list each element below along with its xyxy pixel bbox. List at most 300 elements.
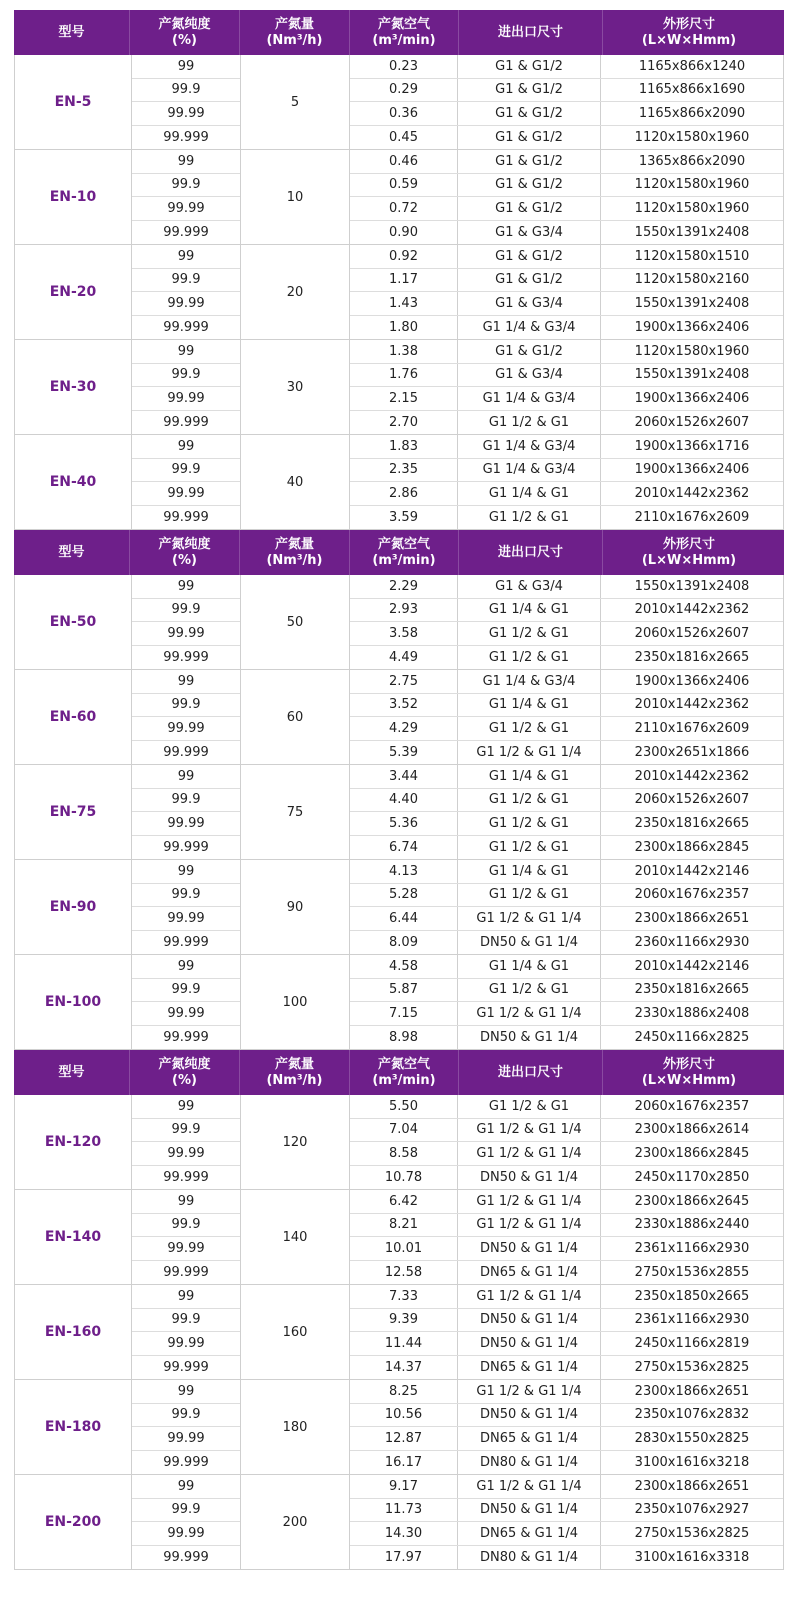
purity-cell: 99 — [132, 245, 240, 269]
model-name: EN-50 — [15, 575, 132, 669]
model-name: EN-40 — [15, 435, 132, 529]
model-name: EN-140 — [15, 1190, 132, 1284]
dimension-cell: 2361x1166x2930 — [634, 1240, 750, 1256]
air-cell: 2.35 — [350, 459, 458, 482]
header-cell: 产氮空气 (m³/min) — [350, 10, 459, 55]
header-row — [14, 530, 784, 575]
port-cell: G1 & G3/4 — [458, 292, 601, 315]
port-cell: G1 1/4 & G1 — [458, 765, 601, 788]
air-cell: 7.04 — [350, 1119, 458, 1142]
detail-row — [350, 836, 783, 860]
port-cell: G1 1/4 & G3/4 — [458, 670, 601, 693]
purity-cell: 99 — [132, 860, 240, 884]
purity-cell: 99.999 — [163, 224, 209, 240]
dimension-cell: 2060x1526x2607 — [634, 625, 750, 641]
air-cell: 1.76 — [350, 364, 458, 387]
purity-cell: 99.9 — [132, 79, 240, 103]
air-cell: 9.39 — [350, 1309, 458, 1332]
purity-cell: 99.9 — [132, 789, 240, 813]
dimension-cell: 2010x1442x2362 — [634, 768, 750, 784]
purity-cell: 99.99 — [132, 1332, 240, 1356]
flow-rate: 20 — [241, 245, 350, 339]
dimension-cell: 2300x1866x2651 — [634, 910, 750, 926]
detail-column — [350, 1190, 783, 1284]
dimension-cell: 2330x1886x2440 — [634, 1217, 750, 1233]
purity-cell: 99.9 — [132, 364, 240, 388]
air-cell: 0.72 — [350, 197, 458, 220]
dimension-cell: 2060x1526x2607 — [634, 792, 750, 808]
model-group — [14, 55, 784, 150]
header-cell: 产氮纯度 (%) — [130, 530, 240, 575]
dimension-cell: 3100x1616x3318 — [634, 1549, 750, 1565]
purity-cell: 99.9 — [132, 1119, 240, 1143]
dimension-cell: 2750x1536x2825 — [634, 1525, 750, 1541]
dimension-cell: 1900x1366x2406 — [634, 462, 750, 478]
header-row — [14, 10, 784, 55]
air-cell: 1.80 — [350, 316, 458, 340]
dimension-cell: 3100x1616x3218 — [634, 1454, 750, 1470]
model-name: EN-75 — [15, 765, 132, 859]
detail-column — [350, 765, 783, 859]
port-cell: G1 1/2 & G1 — [458, 411, 601, 435]
model-name: EN-120 — [15, 1095, 132, 1189]
air-cell: 16.17 — [350, 1451, 458, 1475]
purity-cell: 99 — [132, 955, 240, 979]
header-cell: 产氮纯度 (%) — [130, 1050, 240, 1095]
purity-cell: 99.99 — [132, 1142, 240, 1166]
detail-row — [350, 622, 783, 646]
dimension-cell: 2010x1442x2146 — [634, 958, 750, 974]
model-group — [14, 340, 784, 435]
detail-column — [350, 340, 783, 434]
air-cell: 2.70 — [350, 411, 458, 435]
air-cell: 17.97 — [350, 1546, 458, 1570]
detail-row — [350, 575, 783, 599]
purity-cell: 99.99 — [132, 102, 240, 126]
detail-row — [350, 1166, 783, 1190]
port-cell: G1 1/2 & G1 1/4 — [458, 1002, 601, 1025]
detail-column — [350, 1285, 783, 1379]
flow-rate: 75 — [241, 765, 350, 859]
dimension-cell: 2361x1166x2930 — [634, 1312, 750, 1328]
model-group — [14, 765, 784, 860]
model-group — [14, 1095, 784, 1190]
port-cell: DN50 & G1 1/4 — [458, 1166, 601, 1190]
detail-row — [350, 269, 783, 293]
purity-cell: 99.99 — [132, 907, 240, 931]
header-cell: 进出口尺寸 — [459, 1050, 603, 1095]
detail-row — [350, 435, 783, 459]
port-cell: G1 1/4 & G3/4 — [458, 316, 601, 340]
port-cell: G1 & G1/2 — [458, 126, 601, 150]
dimension-cell: 1900x1366x1716 — [634, 438, 750, 454]
air-cell: 3.59 — [350, 506, 458, 530]
detail-row — [350, 884, 783, 908]
purity-cell: 99.999 — [163, 1549, 209, 1565]
port-cell: G1 1/2 & G1 1/4 — [458, 1380, 601, 1403]
model-name: EN-160 — [15, 1285, 132, 1379]
detail-row — [350, 860, 783, 884]
port-cell: G1 1/2 & G1 1/4 — [458, 1214, 601, 1237]
purity-cell: 99.99 — [132, 812, 240, 836]
flow-rate: 60 — [241, 670, 350, 764]
purity-cell: 99 — [132, 670, 240, 694]
air-cell: 10.56 — [350, 1404, 458, 1427]
detail-column — [350, 435, 783, 529]
dimension-cell: 1165x866x1240 — [638, 58, 746, 74]
port-cell: G1 & G1/2 — [458, 102, 601, 125]
dimension-cell: 2450x1166x2819 — [634, 1335, 750, 1351]
purity-cell: 99.999 — [163, 1264, 209, 1280]
air-cell: 2.93 — [350, 599, 458, 622]
air-cell: 14.30 — [350, 1522, 458, 1545]
air-cell: 8.21 — [350, 1214, 458, 1237]
port-cell: G1 1/4 & G3/4 — [458, 435, 601, 458]
air-cell: 0.23 — [350, 55, 458, 78]
header-cell: 外形尺寸 (L×W×Hmm) — [641, 1056, 737, 1088]
purity-cell: 99.9 — [132, 1499, 240, 1523]
detail-row — [350, 741, 783, 765]
detail-row — [350, 316, 783, 340]
dimension-cell: 2010x1442x2362 — [634, 697, 750, 713]
port-cell: G1 1/2 & G1 — [458, 646, 601, 670]
detail-row — [350, 1380, 783, 1404]
detail-column — [350, 575, 783, 669]
air-cell: 0.46 — [350, 150, 458, 173]
port-cell: DN50 & G1 1/4 — [458, 1404, 601, 1427]
dimension-cell: 2350x1850x2665 — [634, 1288, 750, 1304]
port-cell: G1 1/2 & G1 1/4 — [458, 1285, 601, 1308]
model-name: EN-5 — [15, 55, 132, 149]
model-group — [14, 245, 784, 340]
air-cell: 3.44 — [350, 765, 458, 788]
air-cell: 0.36 — [350, 102, 458, 125]
port-cell: G1 1/2 & G1 — [458, 506, 601, 530]
air-cell: 4.58 — [350, 955, 458, 978]
detail-row — [350, 955, 783, 979]
dimension-cell: 2330x1886x2408 — [634, 1005, 750, 1021]
air-cell: 5.39 — [350, 741, 458, 765]
flow-rate: 90 — [241, 860, 350, 954]
dimension-cell: 2010x1442x2146 — [634, 863, 750, 879]
flow-rate: 140 — [241, 1190, 350, 1284]
model-group — [14, 1475, 784, 1570]
dimension-cell: 2300x2651x1866 — [634, 744, 750, 760]
detail-row — [350, 1332, 783, 1356]
port-cell: DN80 & G1 1/4 — [458, 1546, 601, 1570]
model-name: EN-180 — [15, 1380, 132, 1474]
detail-row — [350, 1026, 783, 1050]
dimension-cell: 2360x1166x2930 — [634, 934, 750, 950]
port-cell: G1 1/2 & G1 — [458, 884, 601, 907]
detail-row — [350, 670, 783, 694]
purity-cell: 99.999 — [163, 1454, 209, 1470]
air-cell: 11.73 — [350, 1499, 458, 1522]
port-cell: G1 1/2 & G1 1/4 — [458, 1190, 601, 1213]
purity-cell: 99.9 — [132, 459, 240, 483]
detail-row — [350, 694, 783, 718]
detail-row — [350, 1142, 783, 1166]
header-cell: 型号 — [14, 10, 130, 55]
port-cell: G1 & G1/2 — [458, 269, 601, 292]
dimension-cell: 2300x1866x2845 — [634, 839, 750, 855]
detail-row — [350, 411, 783, 435]
detail-row — [350, 126, 783, 150]
detail-row — [350, 150, 783, 174]
purity-cell: 99.9 — [132, 269, 240, 293]
model-name: EN-60 — [15, 670, 132, 764]
air-cell: 4.49 — [350, 646, 458, 670]
detail-row — [350, 1285, 783, 1309]
dimension-cell: 2300x1866x2645 — [634, 1193, 750, 1209]
dimension-cell: 1120x1580x1960 — [634, 200, 750, 216]
port-cell: G1 & G3/4 — [458, 364, 601, 387]
air-cell: 5.50 — [350, 1095, 458, 1118]
air-cell: 9.17 — [350, 1475, 458, 1498]
port-cell: DN50 & G1 1/4 — [458, 931, 601, 955]
header-cell: 产氮纯度 (%) — [130, 10, 240, 55]
dimension-cell: 1550x1391x2408 — [634, 578, 750, 594]
port-cell: G1 1/2 & G1 — [458, 836, 601, 860]
detail-column — [350, 150, 783, 244]
purity-cell: 99 — [132, 1380, 240, 1404]
purity-cell: 99.99 — [132, 387, 240, 411]
detail-row — [350, 1237, 783, 1261]
dimension-cell: 1550x1391x2408 — [634, 295, 750, 311]
model-group — [14, 1285, 784, 1380]
purity-cell: 99 — [132, 1285, 240, 1309]
dimension-cell: 2060x1676x2357 — [634, 1098, 750, 1114]
air-cell: 12.58 — [350, 1261, 458, 1285]
port-cell: G1 & G1/2 — [458, 174, 601, 197]
purity-column — [132, 955, 241, 1049]
air-cell: 3.52 — [350, 694, 458, 717]
detail-row — [350, 174, 783, 198]
header-cell: 型号 — [14, 1050, 130, 1095]
purity-cell: 99.99 — [132, 1522, 240, 1546]
dimension-cell: 2350x1816x2665 — [634, 815, 750, 831]
detail-column — [350, 1095, 783, 1189]
purity-column — [132, 575, 241, 669]
purity-cell: 99 — [132, 1095, 240, 1119]
dimension-cell: 2110x1676x2609 — [634, 509, 750, 525]
port-cell: G1 1/2 & G1 1/4 — [458, 1475, 601, 1498]
dimension-cell: 1120x1580x2160 — [634, 272, 750, 288]
air-cell: 2.75 — [350, 670, 458, 693]
air-cell: 10.01 — [350, 1237, 458, 1260]
purity-column — [132, 340, 241, 434]
port-cell: DN50 & G1 1/4 — [458, 1309, 601, 1332]
detail-row — [350, 717, 783, 741]
port-cell: G1 & G1/2 — [458, 55, 601, 78]
detail-column — [350, 955, 783, 1049]
purity-cell: 99.99 — [132, 717, 240, 741]
detail-row — [350, 1356, 783, 1380]
air-cell: 11.44 — [350, 1332, 458, 1355]
port-cell: DN65 & G1 1/4 — [458, 1522, 601, 1545]
detail-row — [350, 102, 783, 126]
port-cell: G1 & G1/2 — [458, 340, 601, 363]
port-cell: G1 1/2 & G1 1/4 — [458, 1119, 601, 1142]
detail-row — [350, 931, 783, 955]
detail-row — [350, 79, 783, 103]
model-group — [14, 435, 784, 530]
air-cell: 8.98 — [350, 1026, 458, 1050]
port-cell: DN65 & G1 1/4 — [458, 1427, 601, 1450]
dimension-cell: 1120x1580x1510 — [634, 248, 750, 264]
purity-cell: 99 — [132, 1190, 240, 1214]
dimension-cell: 1120x1580x1960 — [634, 177, 750, 193]
header-cell: 产氮量 (Nm³/h) — [240, 10, 350, 55]
port-cell: G1 1/4 & G1 — [458, 694, 601, 717]
detail-column — [350, 55, 783, 149]
purity-column — [132, 1475, 241, 1569]
dimension-cell: 2450x1166x2825 — [634, 1029, 750, 1045]
port-cell: DN50 & G1 1/4 — [458, 1332, 601, 1355]
model-name: EN-20 — [15, 245, 132, 339]
detail-row — [350, 506, 783, 530]
flow-rate: 40 — [241, 435, 350, 529]
detail-row — [350, 1475, 783, 1499]
air-cell: 0.59 — [350, 174, 458, 197]
dimension-cell: 1365x866x2090 — [638, 153, 746, 169]
air-cell: 1.83 — [350, 435, 458, 458]
port-cell: G1 1/2 & G1 1/4 — [458, 907, 601, 930]
port-cell: G1 1/4 & G3/4 — [458, 387, 601, 410]
air-cell: 2.15 — [350, 387, 458, 410]
purity-cell: 99.99 — [132, 482, 240, 506]
flow-rate: 120 — [241, 1095, 350, 1189]
port-cell: DN65 & G1 1/4 — [458, 1261, 601, 1285]
purity-cell: 99.99 — [132, 1427, 240, 1451]
detail-row — [350, 1451, 783, 1475]
model-group — [14, 150, 784, 245]
air-cell: 0.45 — [350, 126, 458, 150]
port-cell: G1 1/2 & G1 — [458, 812, 601, 835]
detail-row — [350, 1546, 783, 1570]
port-cell: G1 1/2 & G1 — [458, 789, 601, 812]
dimension-cell: 2300x1866x2651 — [634, 1383, 750, 1399]
air-cell: 7.15 — [350, 1002, 458, 1025]
purity-cell: 99.999 — [163, 129, 209, 145]
purity-cell: 99.999 — [163, 1359, 209, 1375]
detail-row — [350, 459, 783, 483]
detail-row — [350, 1190, 783, 1214]
purity-cell: 99.9 — [132, 884, 240, 908]
model-group — [14, 575, 784, 670]
air-cell: 1.43 — [350, 292, 458, 315]
model-group — [14, 1380, 784, 1475]
air-cell: 5.36 — [350, 812, 458, 835]
port-cell: DN50 & G1 1/4 — [458, 1499, 601, 1522]
port-cell: G1 & G1/2 — [458, 150, 601, 173]
purity-cell: 99 — [132, 435, 240, 459]
air-cell: 3.58 — [350, 622, 458, 645]
air-cell: 4.29 — [350, 717, 458, 740]
flow-rate: 50 — [241, 575, 350, 669]
model-name: EN-90 — [15, 860, 132, 954]
dimension-cell: 1550x1391x2408 — [634, 367, 750, 383]
port-cell: G1 & G1/2 — [458, 197, 601, 220]
port-cell: G1 1/2 & G1 1/4 — [458, 741, 601, 765]
port-cell: G1 & G3/4 — [458, 221, 601, 245]
purity-cell: 99 — [132, 340, 240, 364]
port-cell: G1 1/4 & G3/4 — [458, 459, 601, 482]
air-cell: 1.17 — [350, 269, 458, 292]
air-cell: 5.87 — [350, 979, 458, 1002]
air-cell: 2.29 — [350, 575, 458, 598]
purity-cell: 99.999 — [163, 839, 209, 855]
model-group — [14, 1190, 784, 1285]
purity-cell: 99.9 — [132, 979, 240, 1003]
air-cell: 4.13 — [350, 860, 458, 883]
port-cell: G1 1/4 & G1 — [458, 860, 601, 883]
port-cell: G1 1/4 & G1 — [458, 599, 601, 622]
dimension-cell: 2060x1526x2607 — [634, 414, 750, 430]
purity-column — [132, 765, 241, 859]
header-cell: 外形尺寸 (L×W×Hmm) — [641, 536, 737, 568]
purity-cell: 99 — [132, 575, 240, 599]
air-cell: 1.38 — [350, 340, 458, 363]
flow-rate: 5 — [241, 55, 350, 149]
dimension-cell: 2300x1866x2651 — [634, 1478, 750, 1494]
header-cell: 产氮量 (Nm³/h) — [240, 1050, 350, 1095]
detail-row — [350, 1119, 783, 1143]
purity-column — [132, 1380, 241, 1474]
flow-rate: 180 — [241, 1380, 350, 1474]
dimension-cell: 2350x1816x2665 — [634, 649, 750, 665]
port-cell: DN50 & G1 1/4 — [458, 1026, 601, 1050]
purity-column — [132, 1190, 241, 1284]
detail-row — [350, 1261, 783, 1285]
purity-cell: 99.999 — [163, 1029, 209, 1045]
header-cell: 产氮空气 (m³/min) — [350, 1050, 459, 1095]
air-cell: 6.42 — [350, 1190, 458, 1213]
detail-row — [350, 340, 783, 364]
purity-cell: 99.9 — [132, 1309, 240, 1333]
dimension-cell: 2300x1866x2614 — [634, 1122, 750, 1138]
air-cell: 10.78 — [350, 1166, 458, 1190]
port-cell: G1 1/4 & G1 — [458, 482, 601, 505]
purity-column — [132, 1095, 241, 1189]
detail-column — [350, 245, 783, 339]
model-group — [14, 670, 784, 765]
purity-cell: 99.999 — [163, 319, 209, 335]
purity-cell: 99.99 — [132, 1237, 240, 1261]
dimension-cell: 1165x866x2090 — [638, 105, 746, 121]
dimension-cell: 1900x1366x2406 — [634, 319, 750, 335]
dimension-cell: 2830x1550x2825 — [634, 1430, 750, 1446]
detail-column — [350, 860, 783, 954]
detail-column — [350, 670, 783, 764]
detail-row — [350, 197, 783, 221]
purity-cell: 99 — [132, 55, 240, 79]
purity-cell: 99.9 — [132, 1404, 240, 1428]
detail-row — [350, 1309, 783, 1333]
detail-row — [350, 364, 783, 388]
detail-row — [350, 646, 783, 670]
air-cell: 0.29 — [350, 79, 458, 102]
purity-cell: 99.99 — [132, 292, 240, 316]
header-row — [14, 1050, 784, 1095]
dimension-cell: 1900x1366x2406 — [634, 390, 750, 406]
air-cell: 8.09 — [350, 931, 458, 955]
dimension-cell: 2450x1170x2850 — [634, 1169, 750, 1185]
dimension-cell: 1120x1580x1960 — [634, 129, 750, 145]
header-cell: 产氮量 (Nm³/h) — [240, 530, 350, 575]
port-cell: G1 & G3/4 — [458, 575, 601, 598]
detail-row — [350, 1499, 783, 1523]
